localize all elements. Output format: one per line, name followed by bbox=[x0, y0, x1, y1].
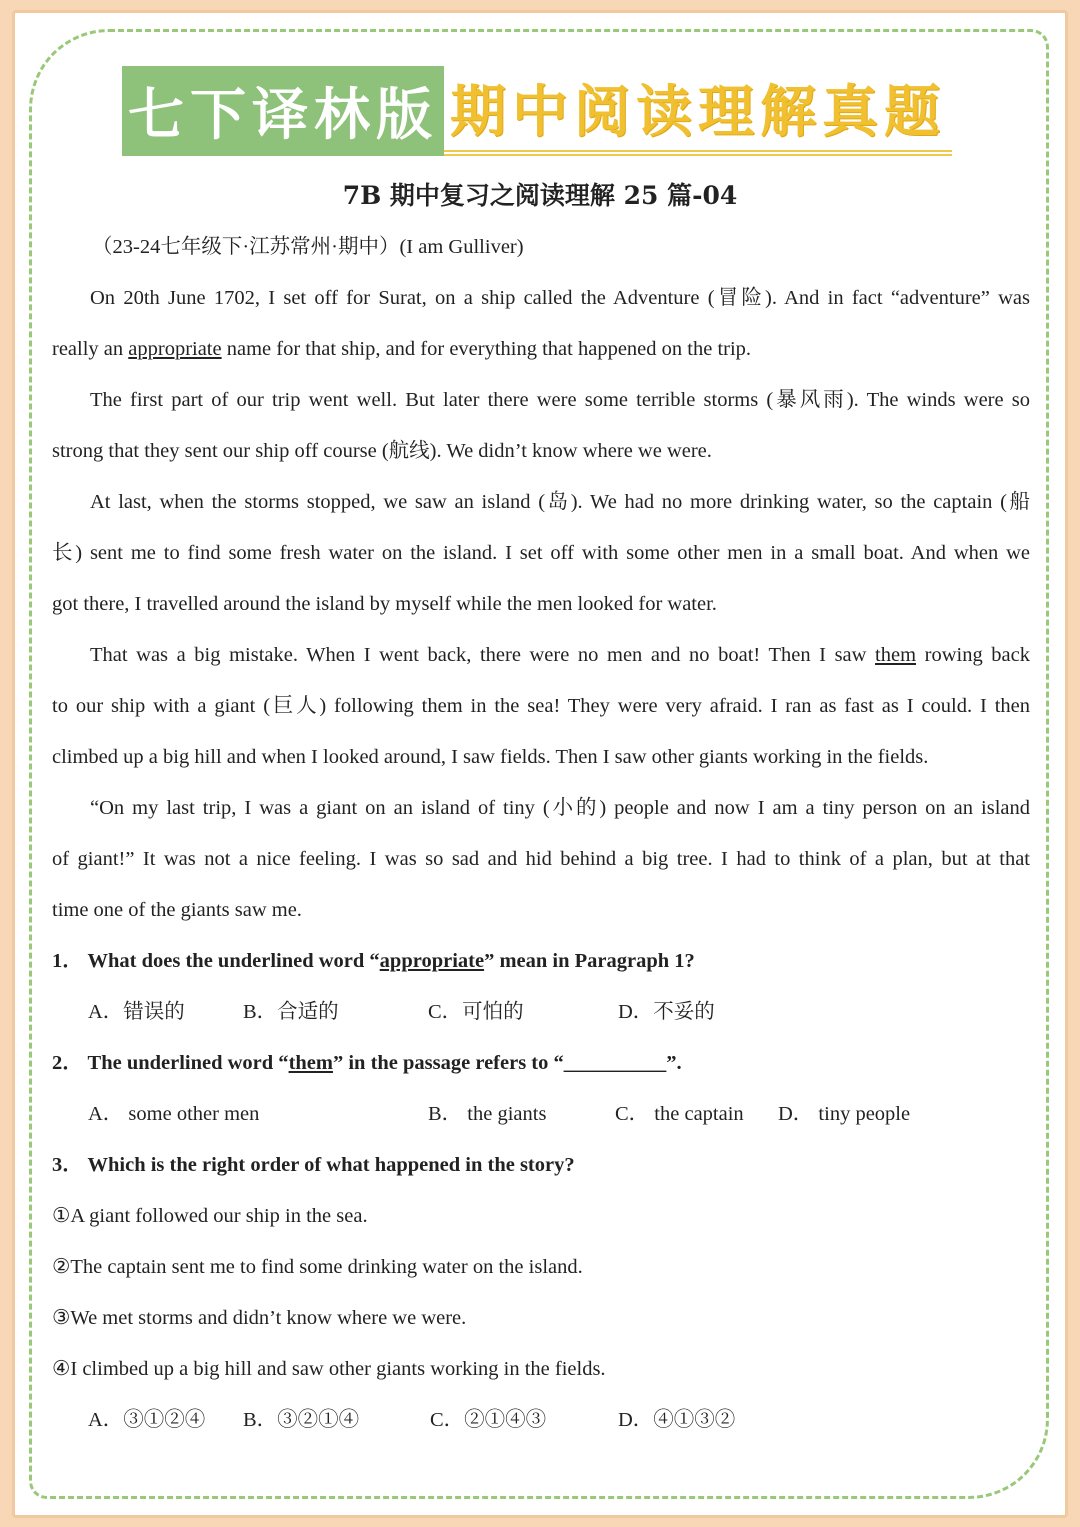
answer-option[interactable]: A． some other men bbox=[88, 1103, 260, 1125]
order-statement: ④I climbed up a big hill and saw other giants working in the fields. bbox=[52, 1358, 606, 1380]
passage-line: of giant!” It was not a nice feeling. I was so sad and hid behind a big tree. I had to think of a plan, but at that bbox=[52, 848, 1030, 870]
passage-line: really an appropriate name for that ship, and for everything that happened on the trip. bbox=[52, 338, 752, 360]
questions bbox=[52, 940, 1030, 1450]
underlined-word: appropriate bbox=[379, 950, 485, 972]
answer-option[interactable]: C．②①④③ bbox=[430, 1409, 547, 1431]
underlined-word: appropriate bbox=[128, 338, 222, 360]
question-number: 2． bbox=[52, 1052, 88, 1074]
passage-line: 长) sent me to find some fresh water on the island. I set off with some other men in a small boat. And when we bbox=[52, 542, 1030, 564]
answer-option[interactable]: D． tiny people bbox=[778, 1103, 911, 1125]
passage-source: （23-24七年级下·江苏常州·期中）(I am Gulliver) bbox=[92, 236, 524, 258]
title-banner bbox=[122, 66, 952, 156]
question-stem: 1． What does the underlined word “appropriate” mean in Paragraph 1? bbox=[52, 950, 695, 972]
passage-paragraph bbox=[52, 481, 1030, 634]
answer-options bbox=[52, 1399, 1030, 1450]
order-statement: ③We met storms and didn’t know where we were. bbox=[52, 1307, 467, 1329]
answer-option[interactable]: D．不妥的 bbox=[618, 1001, 715, 1023]
passage-line: got there, I travelled around the island by myself while the men looked for water. bbox=[52, 593, 717, 615]
answer-option[interactable]: B．③②①④ bbox=[243, 1409, 360, 1431]
answer-option[interactable]: C．可怕的 bbox=[428, 1001, 524, 1023]
page-subtitle: 7B 期中复习之阅读理解 25 篇-04 bbox=[342, 181, 738, 210]
question-stem: 2． The underlined word “them” in the passage refers to “__________”. bbox=[52, 1052, 682, 1074]
question-number: 1． bbox=[52, 950, 88, 972]
order-statement: ①A giant followed our ship in the sea. bbox=[52, 1205, 368, 1227]
passage bbox=[52, 277, 1030, 940]
passage-line: “On my last trip, I was a giant on an island of tiny (小的) people and now I am a tiny person on an island bbox=[90, 797, 1030, 819]
underlined-word: them bbox=[875, 644, 917, 666]
passage-line: climbed up a big hill and when I looked around, I saw fields. Then I saw other giants working in the fields. bbox=[52, 746, 929, 768]
passage-line: to our ship with a giant (巨人) following them in the sea! They were very afraid. I ran as fast as I could. I then bbox=[52, 695, 1030, 717]
answer-option[interactable]: A．错误的 bbox=[88, 1001, 185, 1023]
passage-paragraph bbox=[52, 379, 1030, 481]
passage-line: strong that they sent our ship off course (航线). We didn’t know where we were. bbox=[52, 440, 712, 462]
banner-gold-title: 期中阅读理解真题 bbox=[444, 66, 952, 156]
answer-option[interactable]: D．④①③② bbox=[618, 1409, 736, 1431]
passage-paragraph bbox=[52, 787, 1030, 940]
answer-option[interactable]: A．③①②④ bbox=[88, 1409, 206, 1431]
order-statement: ②The captain sent me to find some drinking water on the island. bbox=[52, 1256, 583, 1278]
banner-green-title: 七下译林版 bbox=[122, 66, 444, 156]
reading-content bbox=[52, 226, 1030, 1450]
passage-line: time one of the giants saw me. bbox=[52, 899, 302, 921]
passage-paragraph bbox=[52, 277, 1030, 379]
answer-options bbox=[52, 1093, 1030, 1144]
passage-line: At last, when the storms stopped, we saw an island (岛). We had no more drinking water, so the captain (船 bbox=[90, 491, 1030, 513]
passage-line: That was a big mistake. When I went back, there were no men and no boat! Then I saw them rowing back bbox=[90, 644, 1030, 666]
passage-paragraph bbox=[52, 634, 1030, 787]
question-stem: 3． Which is the right order of what happened in the story? bbox=[52, 1154, 575, 1176]
passage-line: On 20th June 1702, I set off for Surat, on a ship called the Adventure (冒险). And in fact “adventure” was bbox=[90, 287, 1030, 309]
underlined-word: them bbox=[288, 1052, 333, 1074]
answer-option[interactable]: B．合适的 bbox=[243, 1001, 339, 1023]
answer-option[interactable]: C． the captain bbox=[615, 1103, 744, 1125]
answer-options bbox=[52, 991, 1030, 1042]
answer-option[interactable]: B． the giants bbox=[428, 1103, 547, 1125]
passage-line: The first part of our trip went well. But later there were some terrible storms (暴风雨). The winds were so bbox=[90, 389, 1030, 411]
question-number: 3． bbox=[52, 1154, 88, 1176]
